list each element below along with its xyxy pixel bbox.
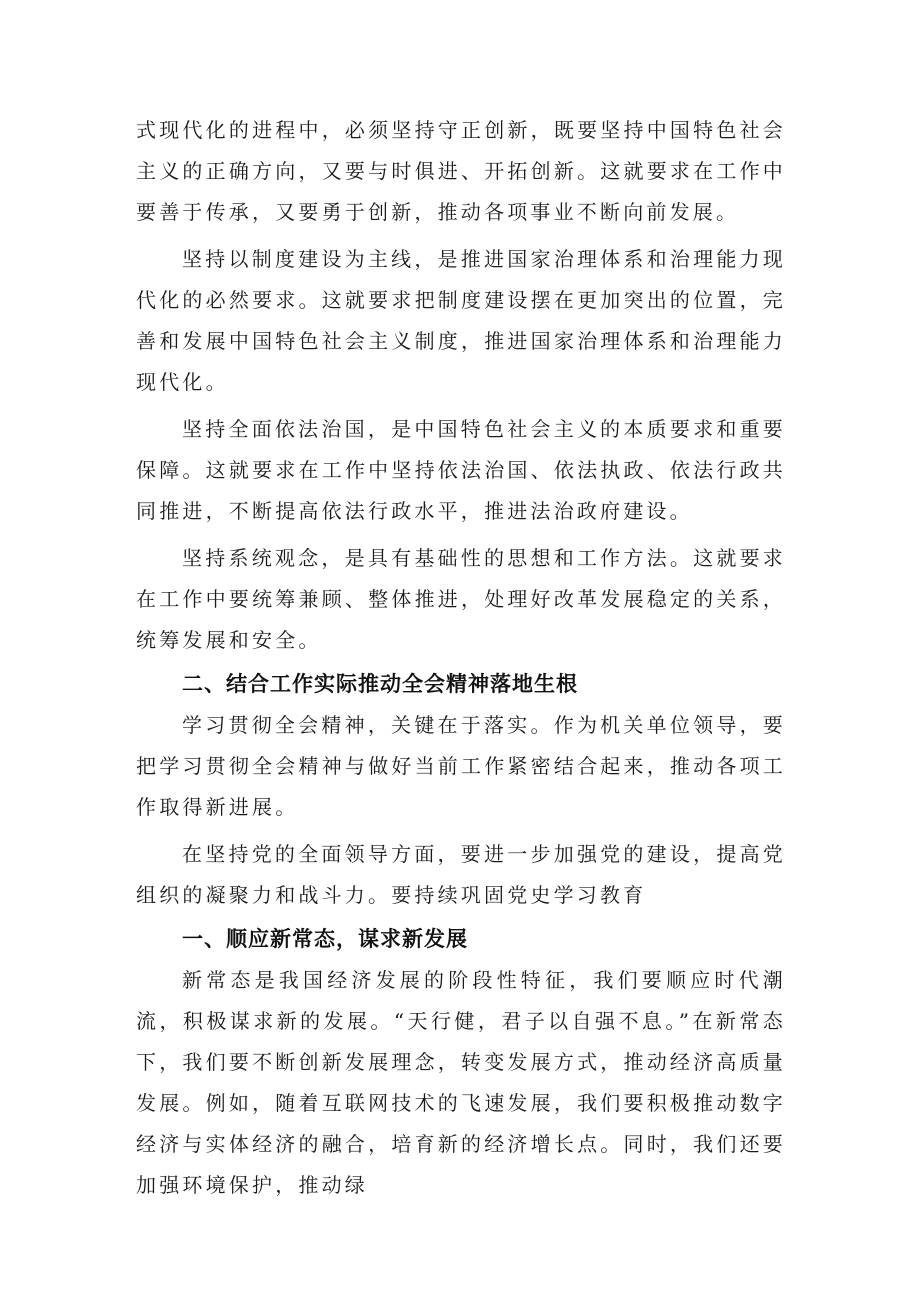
section-heading-new-normal: 一、顺应新常态，谋求新发展 <box>182 927 468 951</box>
paragraph-system-construction: 坚持以制度建设为主线，是推进国家治理体系和治理能力现代化的必然要求。这就要求把制度建设摆在更加突出的位置，完善和发展中国特色社会主义制度，推进国家治理体系和治理能力现代化。 <box>136 247 786 394</box>
paragraph-continuation: 式现代化的进程中，必须坚持守正创新，既要坚持中国特色社会主义的正确方向，又要与时俱进、开拓创新。这就要求在工作中要善于传承，又要勇于创新，推动各项事业不断向前发展。 <box>136 118 786 224</box>
paragraph-new-normal: 新常态是我国经济发展的阶段性特征，我们要顺应时代潮流，积极谋求新的发展。“天行健，君子以自强不息。”在新常态下，我们要不断创新发展理念，转变发展方式，推动经济高质量发展。例如，随着互联网技术的飞速发展，我们要积极推动数字经济与实体经济的融合，培育新的经济增长点。同时，我们还要加强环境保护，推动绿 <box>136 968 786 1197</box>
paragraph-rule-of-law: 坚持全面依法治国，是中国特色社会主义的本质要求和重要保障。这就要求在工作中坚持依法治国、依法执政、依法行政共同推进，不断提高依法行政水平，推进法治政府建设。 <box>136 417 786 523</box>
paragraph-party-leadership: 在坚持党的全面领导方面，要进一步加强党的建设，提高党组织的凝聚力和战斗力。要持续巩固党史学习教育 <box>136 842 786 907</box>
document-body <box>136 110 786 1206</box>
section-heading-implementation: 二、结合工作实际推动全会精神落地生根 <box>182 672 578 696</box>
paragraph-systems-view: 坚持系统观念，是具有基础性的思想和工作方法。这就要求在工作中要统筹兼顾、整体推进，处理好改革发展稳定的关系，统筹发展和安全。 <box>136 546 786 652</box>
paragraph-implementation: 学习贯彻全会精神，关键在于落实。作为机关单位领导，要把学习贯彻全会精神与做好当前工作紧密结合起来，推动各项工作取得新进展。 <box>136 713 786 819</box>
